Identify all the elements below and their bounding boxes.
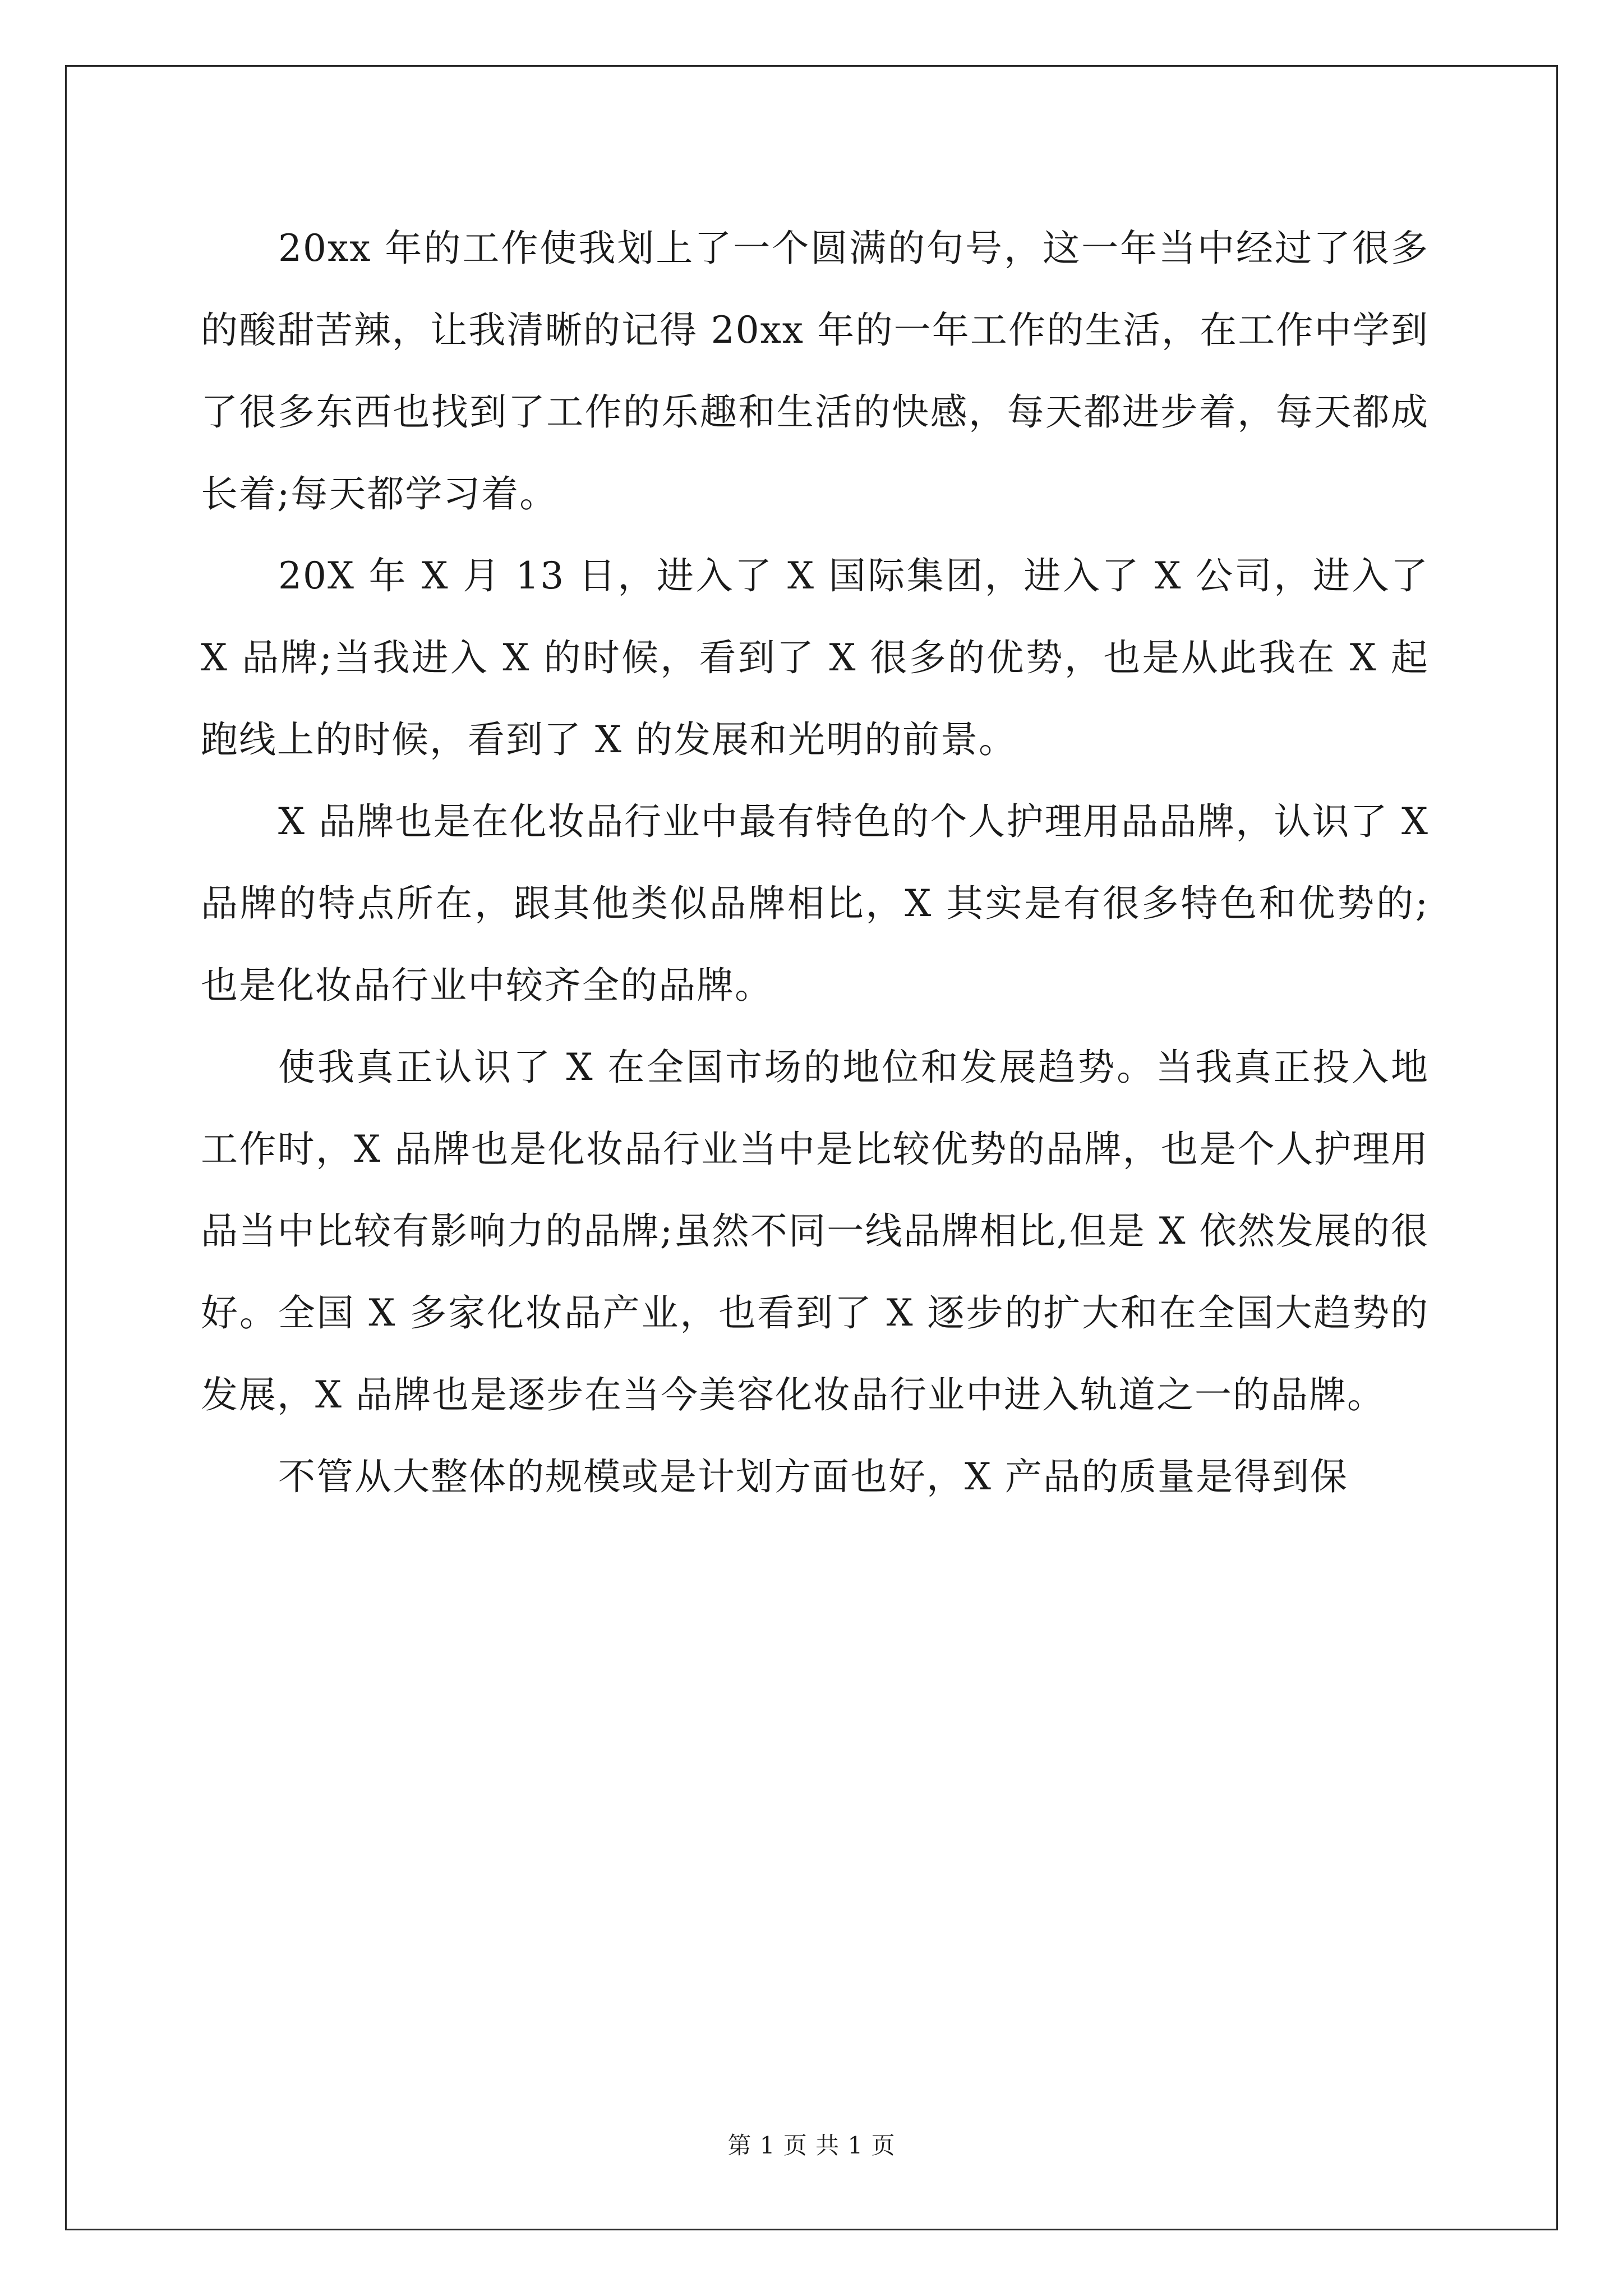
paragraph-4: 使我真正认识了 X 在全国市场的地位和发展趋势。当我真正投入地工作时，X 品牌也是化妆品行业当中是比较优势的品牌，也是个人护理用品当中比较有影响力的品牌;虽然不同一线品牌相比,但是 X 依然发展的很好。全国 X 多家化妆品产业，也看到了 X 逐步的扩大和在全国大趋势的发展，X 品牌也是逐步在当今美容化妆品行业中进入轨道之一的品牌。 — [201, 1046, 1429, 1416]
paragraph-5: 不管从大整体的规模或是计划方面也好，X 产品的质量是得到保 — [278, 1455, 1348, 1498]
page-number-footer: 第 1 页 共 1 页 — [727, 2132, 896, 2159]
paragraph-2: 20X 年 X 月 13 日，进入了 X 国际集团，进入了 X 公司，进入了 X 品牌;当我进入 X 的时候，看到了 X 很多的优势，也是从此我在 X 起跑线上的时候，看到了 X 的发展和光明的前景。 — [201, 554, 1429, 761]
document-body — [201, 208, 1429, 1518]
paragraph-3: X 品牌也是在化妆品行业中最有特色的个人护理用品品牌，认识了 X 品牌的特点所在，跟其他类似品牌相比，X 其实是有很多特色和优势的;也是化妆品行业中较齐全的品牌。 — [201, 800, 1429, 1007]
paragraph-1: 20xx 年的工作使我划上了一个圆满的句号，这一年当中经过了很多的酸甜苦辣，让我清晰的记得 20xx 年的一年工作的生活，在工作中学到了很多东西也找到了工作的乐趣和生活的快感，每天都进步着，每天都成长着;每天都学习着。 — [201, 227, 1429, 516]
